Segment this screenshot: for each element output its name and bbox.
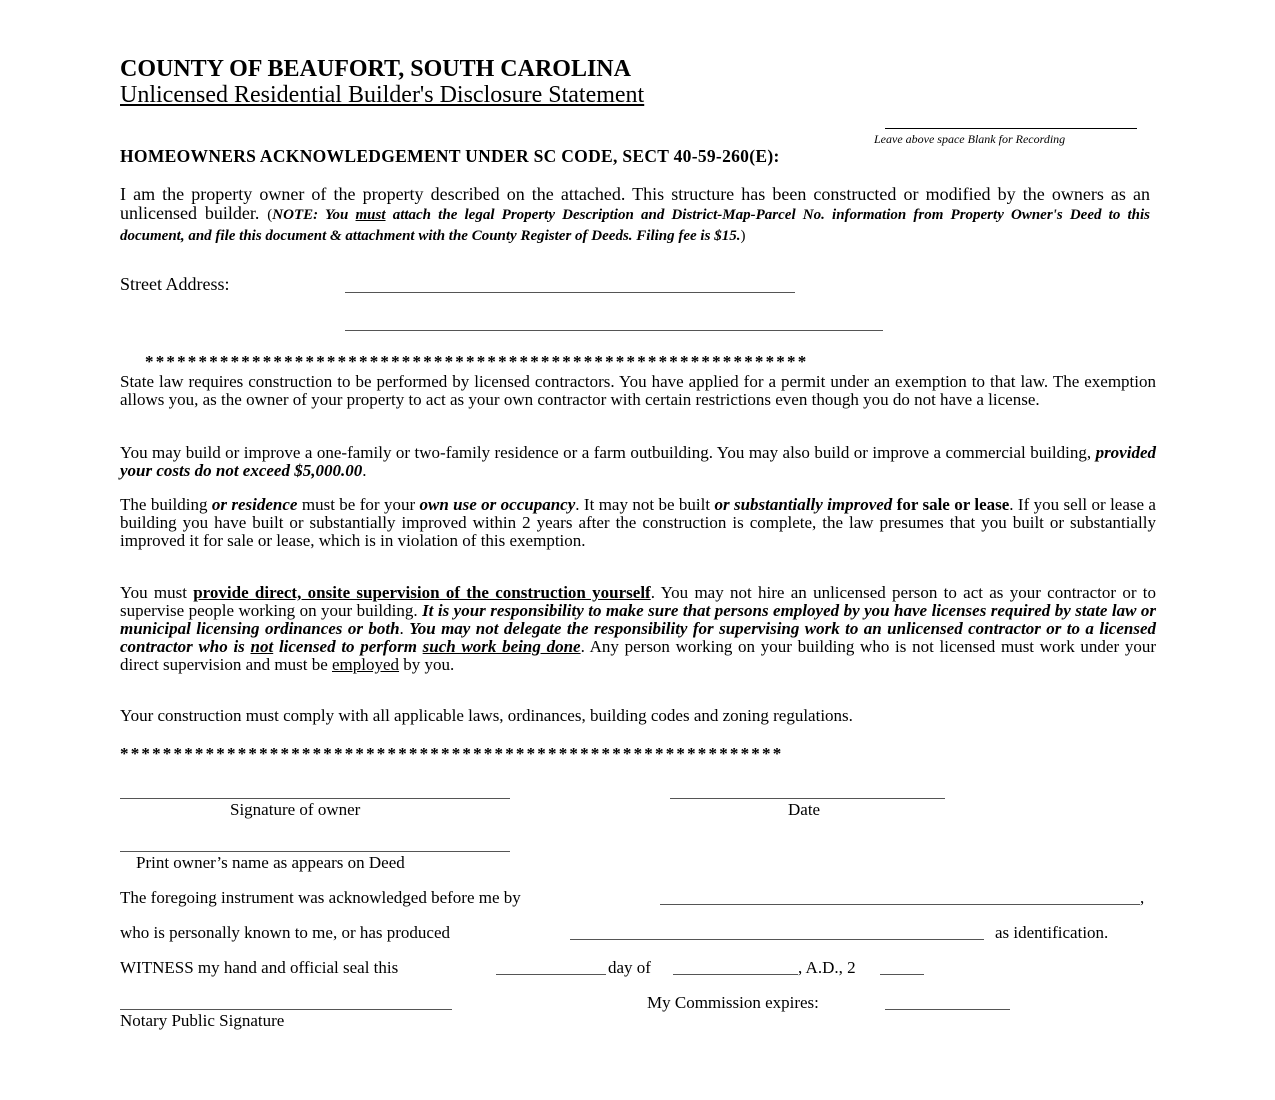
commission-expires-label: My Commission expires: [647, 993, 819, 1012]
street-address-line-2[interactable] [345, 330, 883, 331]
recording-note: Leave above space Blank for Recording [874, 132, 1066, 146]
text-segment: by you. [399, 655, 455, 674]
text-segment: . [399, 619, 410, 638]
document-subtitle: Unlicensed Residential Builder's Disclosure Statement [120, 82, 645, 108]
county-title: COUNTY OF BEAUFORT, SOUTH CAROLINA [120, 56, 631, 82]
paragraph-compliance [120, 707, 1156, 725]
paragraph-building-types [120, 444, 1156, 480]
text-segment: You may build or improve a one-family or two-family residence or a farm outbuilding. You may also build or improve a commercial building, [120, 443, 1096, 462]
stars-divider-top: ************************************************************** [145, 352, 809, 371]
witness-day-of: day of [608, 958, 651, 977]
witness-ad: , A.D., 2 [798, 958, 856, 977]
text-segment: must be for your [297, 495, 420, 514]
text-segment: own use or occupancy [419, 495, 576, 514]
owner-signature-line[interactable] [120, 798, 510, 799]
text-segment: . If you sell or lease a building you have built or substantially improved within 2 years after the construction is complete, the law presumes that you built or substantially improved it for sale or lease, which is in violation of this exemption. [120, 495, 1156, 550]
identification-row [120, 923, 1150, 943]
identification-text: who is personally known to me, or has produced [120, 923, 451, 942]
notary-signature-line[interactable] [120, 1009, 452, 1010]
witness-text: WITNESS my hand and official seal this [120, 958, 399, 977]
paragraph-own-use [120, 496, 1156, 550]
text-segment: licensed to perform [273, 637, 423, 656]
text-segment: or substantially improved [714, 495, 893, 514]
text-segment: The building [120, 495, 212, 514]
recording-line [885, 128, 1137, 129]
text-segment: . It may not be built [575, 495, 715, 514]
text-segment: State law requires construction to be performed by licensed contractors. You have applied for a permit under an exemption to that law. The exemption allows you, as the owner of your property to act as your own contractor with certain restrictions even though you do not have a license. [120, 372, 1156, 409]
identification-line[interactable] [570, 939, 984, 940]
section-heading: HOMEOWNERS ACKNOWLEDGEMENT UNDER SC CODE, SECT 40-59-260(E): [120, 146, 780, 166]
text-segment: . [362, 461, 367, 480]
date-label: Date [788, 800, 821, 819]
print-name-label: Print owner’s name as appears on Deed [136, 853, 405, 872]
text-segment: provide direct, onsite supervision of the construction yourself [193, 583, 651, 602]
witness-day-line[interactable] [496, 974, 606, 975]
date-line[interactable] [670, 798, 945, 799]
text-segment: . You may not hire an unlicensed person to act as your contractor or to supervise people working on your building. [120, 583, 1156, 620]
stars-divider-bottom: ************************************************************** [120, 744, 784, 763]
street-address-label: Street Address: [120, 274, 230, 294]
text-segment: must [355, 207, 386, 223]
witness-month-line[interactable] [673, 974, 798, 975]
paragraph-supervision [120, 584, 1156, 674]
acknowledgement-row [120, 888, 1145, 908]
text-segment: such work being done [422, 637, 581, 656]
print-name-line[interactable] [120, 851, 510, 852]
witness-row [120, 958, 1020, 978]
text-segment: It is your responsibility to make sure that persons employed by you have licenses required by state law or municipal licensing ordinances or both [120, 601, 1156, 638]
text-segment: . Any person working on your building who is not licensed must work under your direct supervision and must be [120, 637, 1157, 674]
text-segment: ( [267, 207, 273, 223]
text-segment: employed [332, 655, 400, 674]
text-segment: provided your costs do not exceed $5,000.00 [120, 443, 1156, 480]
text-segment: You must [120, 583, 194, 602]
paragraph-state-law [120, 373, 1156, 409]
text-segment: You may not delegate the responsibility for supervising work to an unlicensed contractor or to a licensed contractor who is [120, 619, 1156, 656]
acknowledgement-text: The foregoing instrument was acknowledged before me by [120, 888, 521, 907]
intro-paragraph [120, 185, 1150, 246]
text-segment: or residence [211, 495, 298, 514]
text-segment: attach the legal Property Description and District-Map-Parcel No. information from Property Owner's Deed to this document, and file this document & attachment with the County Register of Deeds. Filing fee is $15. [120, 207, 1150, 244]
owner-signature-label: Signature of owner [230, 800, 361, 819]
notary-signature-label: Notary Public Signature [120, 1011, 285, 1030]
text-segment: ) [740, 228, 746, 244]
acknowledgement-comma: , [1140, 888, 1145, 907]
commission-expires-line[interactable] [885, 1009, 1010, 1010]
text-segment: for sale or lease [892, 495, 1010, 514]
acknowledged-by-line[interactable] [660, 904, 1140, 905]
street-address-line-1[interactable] [345, 292, 795, 293]
witness-year-line[interactable] [880, 974, 924, 975]
text-segment: Your construction must comply with all applicable laws, ordinances, building codes and zoning regulations. [120, 706, 853, 725]
identification-suffix: as identification. [995, 923, 1109, 942]
text-segment: I am the property owner of the property described on the attached. This structure has been constructed or modified by the owners as an unlicensed builder. [120, 184, 1150, 223]
text-segment: not [250, 637, 274, 656]
text-segment: NOTE: You [272, 207, 356, 223]
